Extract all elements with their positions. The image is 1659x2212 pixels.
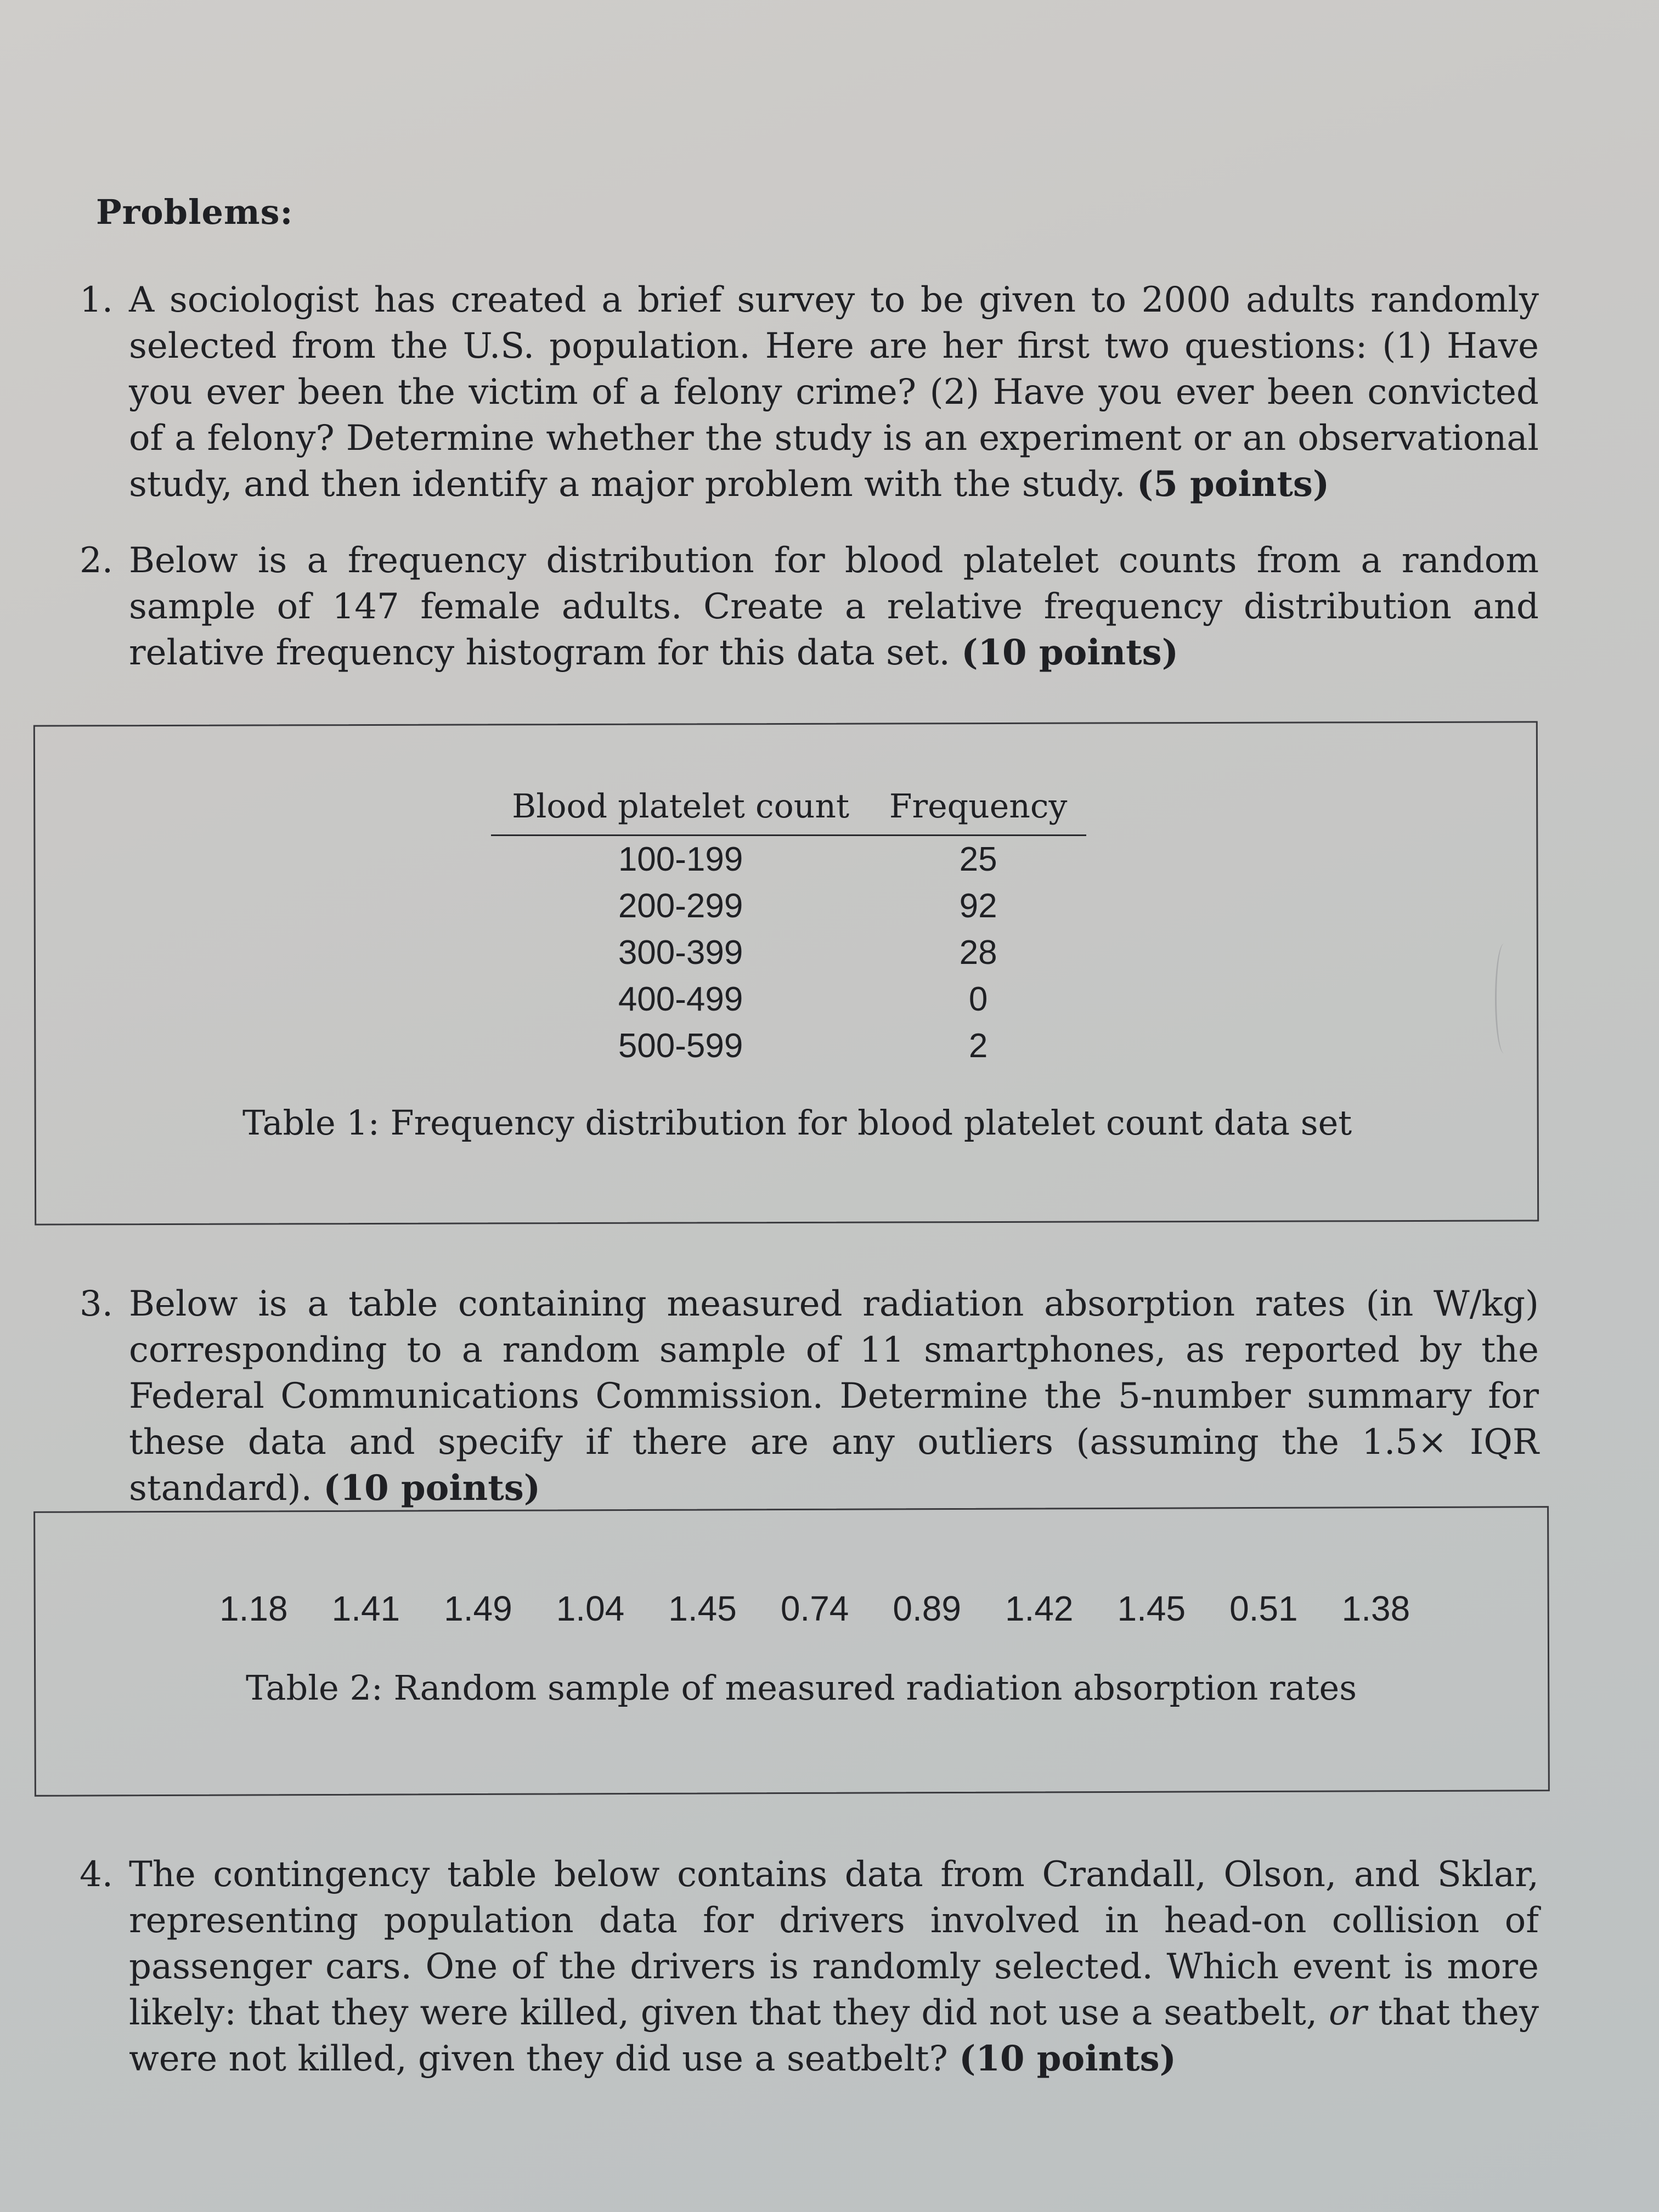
table-2-caption: Table 2: Random sample of measured radiation absorption rates: [246, 1668, 1357, 1708]
platelet-range-cell: 200-299: [618, 887, 743, 925]
frequency-cell: 2: [968, 1027, 988, 1065]
table-row: [491, 836, 1086, 883]
problem-text: Below is a table containing measured radiation absorption rates (in W/kg) corresponding to a random sample of 11 smartphones, as reported by the Federal Communications Commission. Determine the 5-number summary for these data and specify if there are any outliers (assuming the 1.5× IQR standard). (10 points): [129, 1284, 1539, 1509]
page-heading: Problems:: [96, 192, 294, 232]
radiation-value: 1.38: [1341, 1589, 1410, 1628]
problem-points: (5 points): [1136, 464, 1330, 505]
problem-1: [80, 277, 1539, 507]
problem-text: Below is a frequency distribution for blood platelet counts from a random sample of 147 female adults. Create a relative frequency distribution and relative frequency histogram for this data set. (10 points): [129, 540, 1539, 673]
radiation-value: 1.42: [1005, 1589, 1074, 1628]
platelet-range-cell: 400-499: [618, 980, 743, 1018]
radiation-value: 1.18: [219, 1589, 288, 1628]
radiation-value: 1.45: [1117, 1589, 1186, 1628]
table-row: [491, 976, 1086, 1023]
problem-points: (10 points): [323, 1468, 541, 1509]
frequency-table: [491, 787, 1086, 1069]
problem-number: 3.: [80, 1284, 114, 1324]
radiation-value: 1.41: [331, 1589, 400, 1628]
problem-4: [80, 1852, 1539, 2082]
emphasis-word: or: [1329, 1993, 1367, 2033]
problem-points: (10 points): [961, 632, 1178, 673]
problem-text: A sociologist has created a brief survey to be given to 2000 adults randomly selected from the U.S. population. Here are her first two questions: (1) Have you ever been the victim of a felony crime? (2) Have you ever been convicted of a felony? Determine whether the study is an experiment or an observational study, and then identify a major problem with the study. (5 points): [129, 280, 1539, 505]
radiation-value: 1.04: [556, 1589, 625, 1628]
platelet-range-cell: 100-199: [618, 840, 743, 878]
table-1-caption: Table 1: Frequency distribution for blood platelet count data set: [242, 1103, 1352, 1143]
radiation-value: 1.45: [668, 1589, 737, 1628]
radiation-value: 1.49: [444, 1589, 512, 1628]
radiation-value: 0.51: [1229, 1589, 1298, 1628]
problem-text: The contingency table below contains data from Crandall, Olson, and Sklar, representing population data for drivers involved in head-on collision of passenger cars. One of the drivers is randomly selected. Which event is more likely: that they were killed, given that they did not use a seatbelt, or that they were not killed, given they did use a seatbelt? (10 points): [129, 1854, 1539, 2079]
platelet-range-cell: 500-599: [618, 1027, 743, 1065]
table-row: [491, 883, 1086, 929]
problem-3: [80, 1281, 1539, 1511]
problem-number: 4.: [80, 1854, 114, 1895]
radiation-value: 0.89: [893, 1589, 961, 1628]
column-header-platelet-count: Blood platelet count: [491, 787, 870, 836]
table-row: [491, 1023, 1086, 1069]
frequency-cell: 92: [959, 887, 997, 925]
problem-points: (10 points): [959, 2038, 1176, 2079]
frequency-cell: 25: [959, 840, 997, 878]
radiation-value: 0.74: [780, 1589, 849, 1628]
platelet-range-cell: 300-399: [618, 934, 743, 972]
problem-2: [80, 538, 1539, 676]
table-2-box: [33, 1506, 1550, 1797]
frequency-cell: 28: [959, 934, 997, 972]
radiation-values-row: [219, 1588, 1410, 1629]
pencil-mark: [1495, 944, 1513, 1053]
problem-number: 1.: [80, 280, 114, 320]
frequency-cell: 0: [968, 980, 988, 1018]
column-header-frequency: Frequency: [870, 787, 1086, 836]
table-row: [491, 929, 1086, 976]
problem-number: 2.: [80, 540, 114, 581]
